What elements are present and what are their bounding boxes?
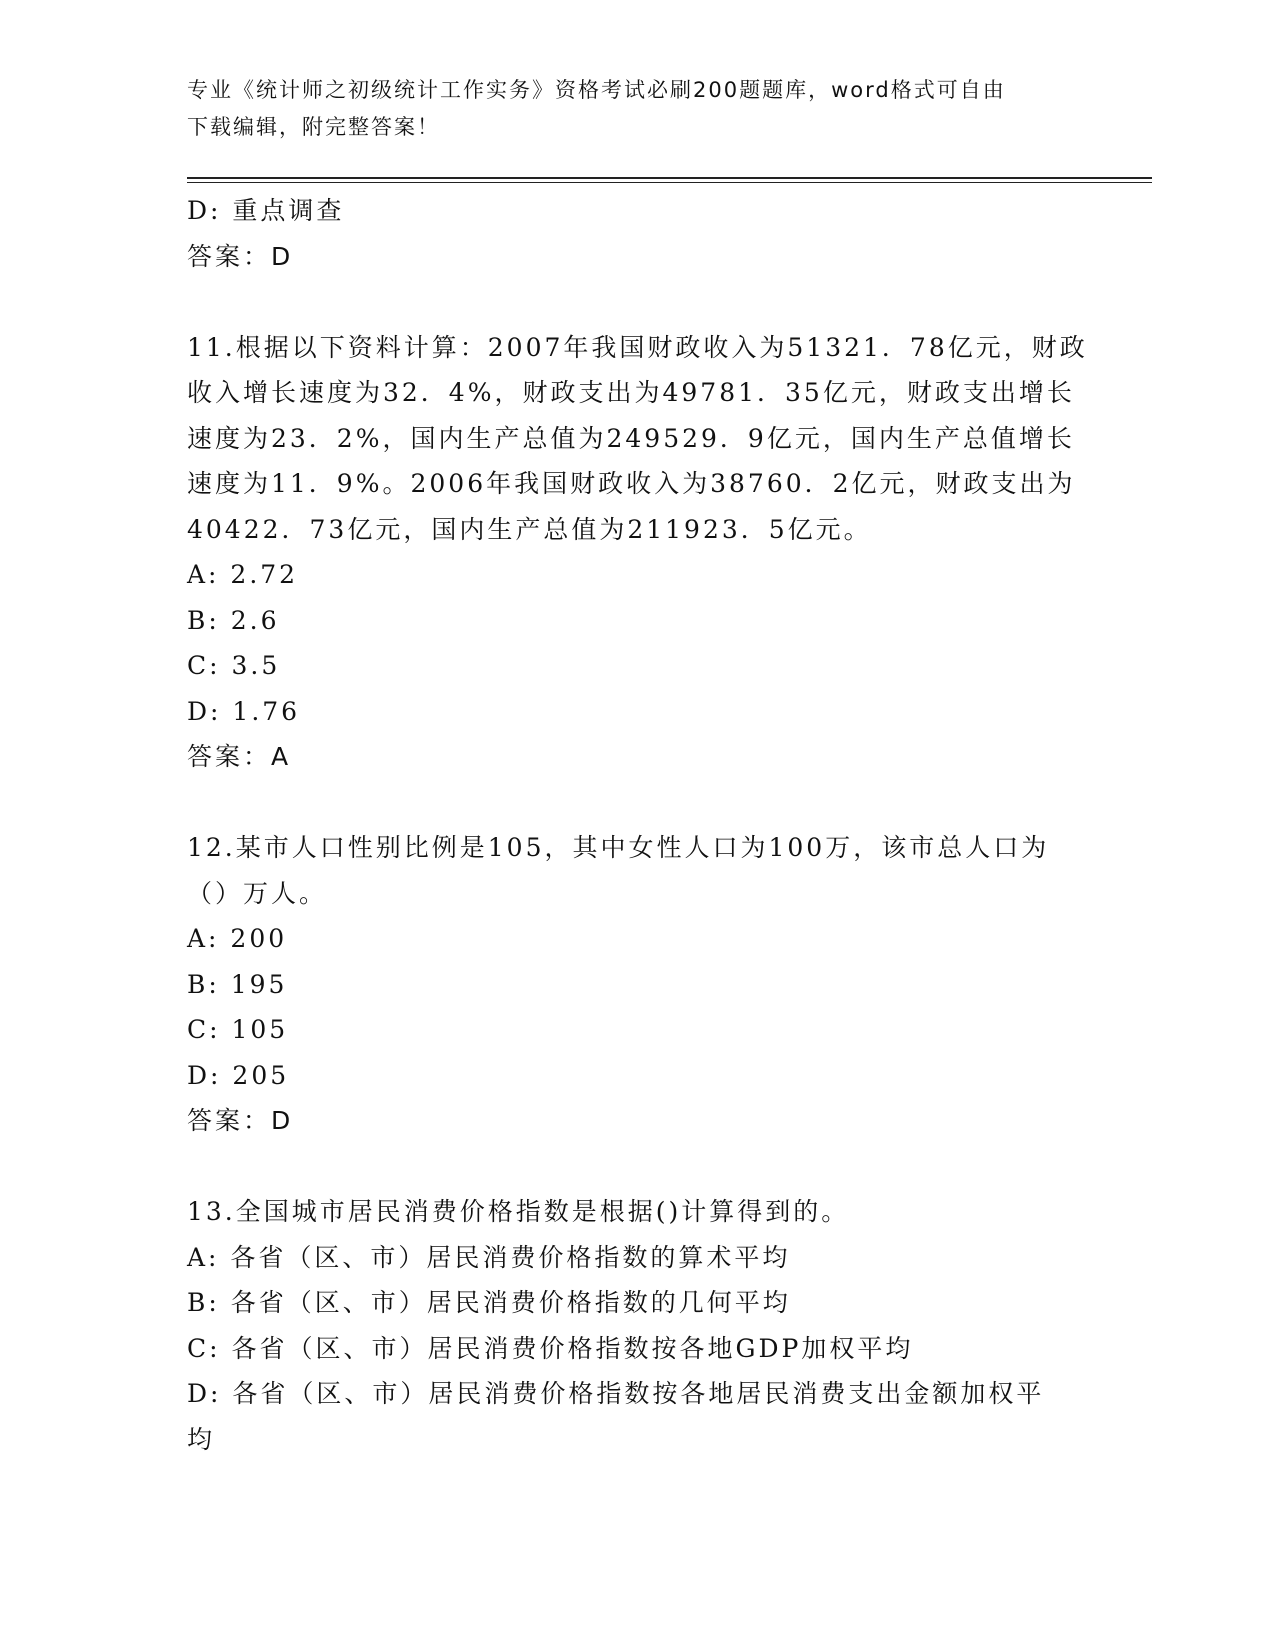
header-divider	[187, 177, 1152, 183]
document-header	[187, 72, 1067, 146]
option-a: A: 各省（区、市）居民消费价格指数的算术平均	[187, 1242, 791, 1272]
option-d: D: 各省（区、市）居民消费价格指数按各地居民消费支出金额加权平	[187, 1379, 1045, 1408]
question-text-line: 13.全国城市居民消费价格指数是根据()计算得到的。	[187, 1197, 850, 1226]
option-b: B: 2.6	[187, 605, 280, 635]
question-text-line: 速度为23．2%，国内生产总值为249529．9亿元，国内生产总值增长	[187, 423, 1075, 453]
option-b: B: 各省（区、市）居民消费价格指数的几何平均	[187, 1288, 791, 1317]
option-d: D: 重点调查	[187, 196, 345, 225]
header-line-1: 专业《统计师之初级统计工作实务》资格考试必刷200题题库，word格式可自由	[187, 78, 1006, 102]
previous-question-tail	[187, 188, 1087, 279]
question-12	[187, 825, 1087, 1144]
header-line-2: 下载编辑，附完整答案！	[187, 115, 440, 139]
option-c: C: 各省（区、市）居民消费价格指数按各地GDP加权平均	[187, 1333, 914, 1363]
question-text-line: 速度为11．9%。2006年我国财政收入为38760．2亿元，财政支出为	[187, 469, 1076, 498]
option-c: C: 3.5	[187, 651, 281, 680]
question-text-line: （）万人。	[187, 878, 328, 908]
question-13	[187, 1189, 1087, 1462]
spacer	[187, 279, 1087, 325]
question-text-line: 40422．73亿元，国内生产总值为211923．5亿元。	[187, 514, 872, 544]
spacer	[187, 1144, 1087, 1190]
question-text-line: 收入增长速度为32．4%，财政支出为49781．35亿元，财政支出增长	[187, 378, 1075, 407]
option-d: D: 1.76	[187, 696, 301, 726]
document-body	[187, 188, 1087, 1462]
option-a: A: 200	[187, 924, 288, 953]
answer-line: 答案：D	[187, 241, 294, 271]
answer-line: 答案：A	[187, 742, 292, 771]
option-a: A: 2.72	[187, 560, 299, 589]
spacer	[187, 780, 1087, 826]
answer-line: 答案：D	[187, 1106, 294, 1135]
option-b: B: 195	[187, 969, 288, 999]
question-text-line: 12.某市人口性别比例是105，其中女性人口为100万，该市总人口为	[187, 833, 1050, 862]
option-c: C: 105	[187, 1015, 289, 1044]
question-text-line: 11.根据以下资料计算：2007年我国财政收入为51321．78亿元，财政	[187, 332, 1088, 362]
option-d: D: 205	[187, 1060, 290, 1090]
option-d-continuation: 均	[187, 1424, 216, 1454]
question-11	[187, 325, 1087, 780]
